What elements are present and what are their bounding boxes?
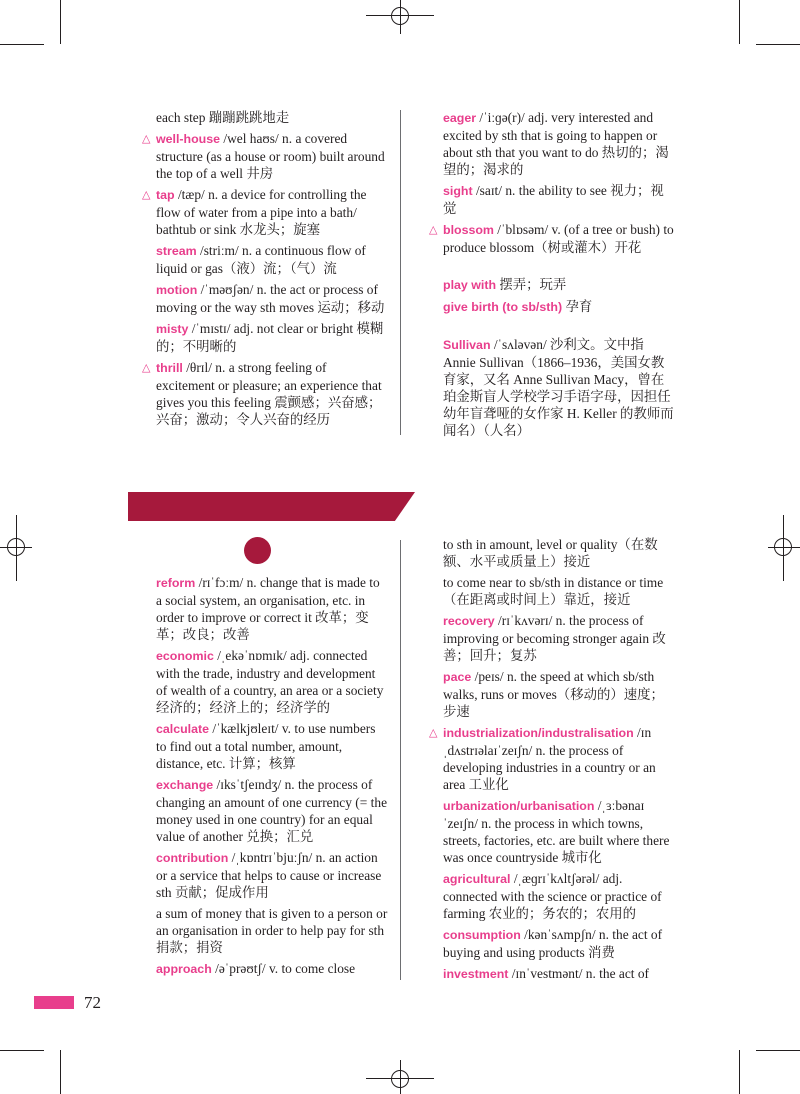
definition: /ˈiːɡə(r)/ adj. very interested and excited by sth that is going to happen or about sth that you want to do 热切的；渴望的；渴求的 — [443, 110, 669, 177]
new-word-triangle-icon: △ — [142, 361, 151, 374]
new-word-triangle-icon: △ — [142, 132, 151, 145]
headword: misty — [156, 322, 189, 336]
definition: /ˌekəˈnɒmɪk/ adj. connected with the trade, industry and development of wealth of a country, an area or a society 经济的；经济上的；经济学的 — [156, 648, 384, 715]
definition: /əˈprəʊtʃ/ v. to come close — [211, 961, 356, 976]
vocab-column-top-right — [429, 109, 675, 443]
registration-mark-icon — [391, 1070, 409, 1088]
definition: /tæp/ n. a device for controlling the flow of water from a pipe into a bath/ bathtub or sink 水龙头；旋塞 — [156, 187, 367, 237]
vocab-entry — [142, 130, 388, 182]
headword: urbanization/urbanisation — [443, 799, 595, 813]
definition: a sum of money that is given to a person or an organisation in order to help pay for sth 捐款；捐资 — [156, 906, 388, 955]
definition: /rɪˈkʌvərɪ/ n. the process of improving or becoming stronger again 改善；回升；复苏 — [443, 613, 666, 663]
new-word-triangle-icon: △ — [142, 188, 151, 201]
column-divider — [400, 110, 401, 435]
headword: contribution — [156, 851, 229, 865]
vocab-column-bottom-right — [429, 536, 675, 987]
vocab-entry — [156, 849, 388, 901]
definition: /θrɪl/ n. a strong feeling of excitement or pleasure; an experience that gives you this feeling 震颤感；兴奋感；兴奋；激动；令人兴奋的经历 — [156, 360, 382, 427]
vocab-entry — [156, 720, 388, 772]
crop-mark — [60, 0, 61, 44]
definition: /ˈblɒsəm/ v. (of a tree or bush) to produce blossom（树或灌木）开花 — [443, 222, 674, 255]
definition: each step 蹦蹦跳跳地走 — [156, 110, 290, 125]
headword: eager — [443, 111, 477, 125]
headword: sight — [443, 184, 473, 198]
vocab-entry — [443, 797, 675, 866]
vocab-entry — [443, 298, 675, 316]
registration-mark-icon — [774, 538, 792, 556]
definition: /ˈsʌləvən/ 沙利文。文中指 Annie Sullivan（1866–1936，美国女教育家，又名 Anne Sullivan Macy，曾在珀金斯盲人学校学习手语字母，因担任幼年盲聋哑的女作家 H. Keller 的教师而闻名）（人名） — [443, 337, 674, 438]
new-word-triangle-icon: △ — [429, 726, 438, 739]
headword: industrialization/industralisation — [443, 726, 634, 740]
registration-mark-icon — [391, 7, 409, 25]
crop-mark — [756, 1050, 800, 1051]
vocab-entry — [443, 926, 675, 961]
headword: play with — [443, 278, 497, 292]
crop-mark — [0, 44, 44, 45]
new-word-triangle-icon: △ — [429, 223, 438, 236]
vocab-entry — [142, 186, 388, 238]
section-banner — [128, 492, 415, 521]
definition: /ˌæɡrɪˈkʌltʃərəl/ adj. connected with the science or practice of farming 农业的；务农的；农用的 — [443, 871, 662, 921]
vocab-entry — [142, 359, 388, 428]
crop-mark — [60, 1050, 61, 1094]
definition: /ɪnˈvestmənt/ n. the act of — [508, 966, 649, 981]
headword: tap — [156, 188, 175, 202]
definition: /wel haʊs/ n. a covered structure (as a house or room) built around the top of a well 井房 — [156, 131, 385, 181]
definition: to sth in amount, level or quality（在数额、水平或质量上）接近 — [443, 537, 658, 569]
vocab-entry — [156, 905, 388, 956]
definition: /peɪs/ n. the speed at which sb/sth walks, runs or moves（移动的）速度；步速 — [443, 669, 664, 719]
definition: /rɪˈfɔːm/ n. change that is made to a social system, an organisation, etc. in order to improve or correct it 改革；变革；改良；改善 — [156, 575, 380, 642]
headword: Sullivan — [443, 338, 491, 352]
column-divider — [400, 540, 401, 980]
page-number: 72 — [84, 993, 101, 1012]
definition: /ˌkɒntrɪˈbjuːʃn/ n. an action or a service that helps to cause or increase sth 贡献；促成作用 — [156, 850, 382, 900]
definition: /ɪksˈtʃeɪndʒ/ n. the process of changing an amount of one currency (= the money used in one country) for an equal value of another 兑换；汇兑 — [156, 777, 388, 844]
vocab-column-bottom-left — [156, 574, 388, 982]
definition: /ˌɜːbənaɪˈzeɪʃn/ n. the process in which towns, streets, factories, etc. are built where there was once countryside 城市化 — [443, 798, 670, 865]
headword: consumption — [443, 928, 521, 942]
vocab-entry — [156, 281, 388, 316]
vocab-entry — [443, 668, 675, 720]
headword: pace — [443, 670, 472, 684]
headword: blossom — [443, 223, 494, 237]
headword: calculate — [156, 722, 210, 736]
vocab-entry — [443, 965, 675, 983]
section-dot-icon — [244, 537, 271, 564]
vocab-entry — [429, 724, 675, 793]
definition: 孕育 — [562, 299, 593, 314]
definition: /ˈkælkjʊleɪt/ v. to use numbers to find out a total number, amount, distance, etc. 计算；核算 — [156, 721, 376, 771]
headword: approach — [156, 962, 212, 976]
vocab-entry — [443, 109, 675, 178]
vocab-column-top-left — [142, 109, 388, 432]
headword: recovery — [443, 614, 495, 628]
vocab-entry — [156, 776, 388, 845]
headword: agricultural — [443, 872, 511, 886]
definition: /ɪnˌdʌstrɪəlaɪˈzeɪʃn/ n. the process of developing industries in a country or an area 工业化 — [443, 725, 656, 792]
vocab-entry — [156, 647, 388, 716]
vocab-entry — [156, 109, 388, 126]
definition: /striːm/ n. a continuous flow of liquid or gas（液）流；（气）流 — [156, 243, 366, 276]
headword: exchange — [156, 778, 214, 792]
definition: to come near to sb/sth in distance or time（在距离或时间上）靠近，接近 — [443, 575, 664, 607]
vocab-entry — [156, 320, 388, 355]
headword: thrill — [156, 361, 183, 375]
crop-mark — [739, 0, 740, 44]
vocab-entry — [156, 960, 388, 978]
definition: 摆弄；玩弄 — [496, 277, 567, 292]
headword: motion — [156, 283, 198, 297]
vocab-entry — [443, 612, 675, 664]
page-number-bar — [34, 996, 74, 1009]
crop-mark — [739, 1050, 740, 1094]
vocab-entry — [429, 221, 675, 256]
headword: give birth (to sb/sth) — [443, 300, 563, 314]
vocab-entry — [443, 574, 675, 608]
crop-mark — [756, 44, 800, 45]
definition: /ˈmɪstɪ/ adj. not clear or bright 模糊的；不明晰的 — [156, 321, 384, 354]
vocab-entry — [443, 870, 675, 922]
crop-mark — [0, 1050, 44, 1051]
definition: /kənˈsʌmpʃn/ n. the act of buying and using products 消费 — [443, 927, 663, 960]
headword: stream — [156, 244, 197, 258]
vocab-entry — [443, 536, 675, 570]
vocab-entry — [443, 276, 675, 294]
definition: /ˈməʊʃən/ n. the act or process of moving or the way sth moves 运动；移动 — [156, 282, 385, 315]
headword: economic — [156, 649, 214, 663]
headword: investment — [443, 967, 509, 981]
vocab-entry — [443, 336, 675, 439]
vocab-entry — [156, 574, 388, 643]
headword: well-house — [156, 132, 221, 146]
vocab-entry — [443, 182, 675, 217]
definition: /saɪt/ n. the ability to see 视力；视觉 — [443, 183, 664, 216]
registration-mark-icon — [7, 538, 25, 556]
headword: reform — [156, 576, 196, 590]
vocab-entry — [156, 242, 388, 277]
